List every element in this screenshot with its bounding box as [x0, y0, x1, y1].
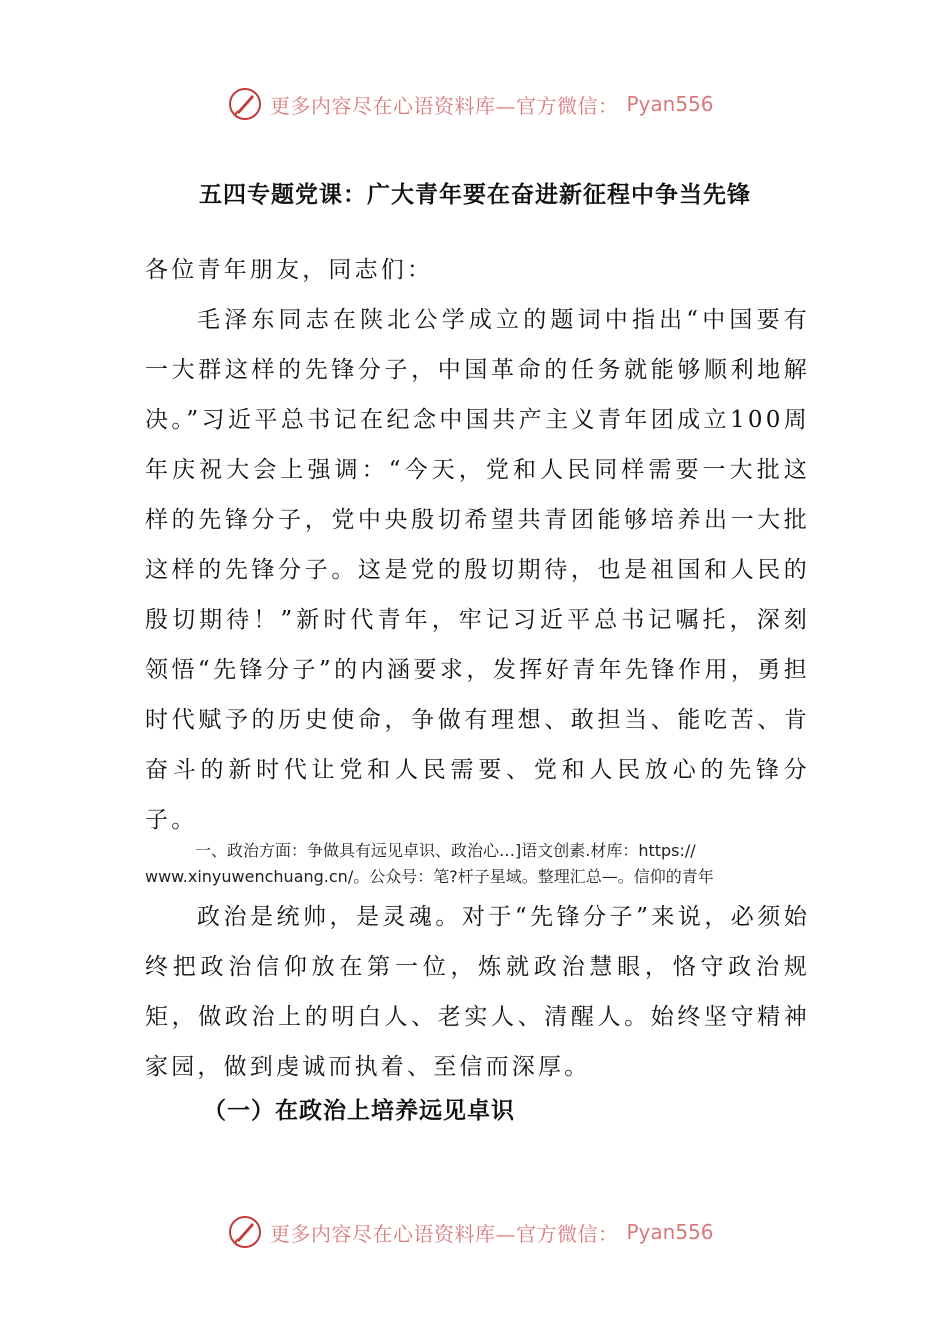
header-banner — [228, 84, 728, 124]
banner-text: 更多内容尽在心语资料库—官方微信： — [270, 93, 619, 118]
quill-pen-logo-icon — [228, 1215, 262, 1249]
quill-pen-logo-icon — [228, 87, 262, 121]
section-subheading: （一）在政治上培养远见卓识 — [203, 1098, 515, 1124]
banner-text: 更多内容尽在心语资料库—官方微信： — [270, 1221, 619, 1246]
source-note-line-2: www.xinyuwenchuang.cn/。公众号：笔?杆子星域。整理汇总—。信仰的青年 — [145, 867, 714, 886]
footer-banner — [228, 1212, 728, 1252]
source-note-line-1: 一、政治方面：争做具有远见卓识、政治心…]语文创素.材库：https:// — [195, 841, 696, 860]
banner-handle: Pyan556 — [626, 1220, 714, 1244]
paragraph-1: 毛泽东同志在陕北公学成立的题词中指出“中国要有一大群这样的先锋分子，中国革命的任务就能够顺利地解决。”习近平总书记在纪念中国共产主义青年团成立100周年庆祝大会上强调：“今天，党和人民同样需要一大批这样的先锋分子，党中央殷切希望共青团能够培养出一大批这样的先锋分子。这是党的殷切期待，也是祖国和人民的殷切期待！”新时代青年，牢记习近平总书记嘱托，深刻领悟“先锋分子”的内涵要求，发挥好青年先锋作用，勇担时代赋予的历史使命，争做有理想、敢担当、能吃苦、肯奋斗的新时代让党和人民需要、党和人民放心的先锋分子。 — [145, 307, 810, 833]
source-note — [145, 838, 810, 890]
document-title: 五四专题党课：广大青年要在奋进新征程中争当先锋 — [199, 182, 751, 208]
greeting: 各位青年朋友，同志们： — [145, 257, 434, 283]
paragraph-2: 政治是统帅，是灵魂。对于“先锋分子”来说，必须始终把政治信仰放在第一位，炼就政治慧眼，恪守政治规矩，做政治上的明白人、老实人、清醒人。始终坚守精神家园，做到虔诚而执着、至信而深厚。 — [145, 904, 810, 1080]
banner-handle: Pyan556 — [626, 92, 714, 116]
